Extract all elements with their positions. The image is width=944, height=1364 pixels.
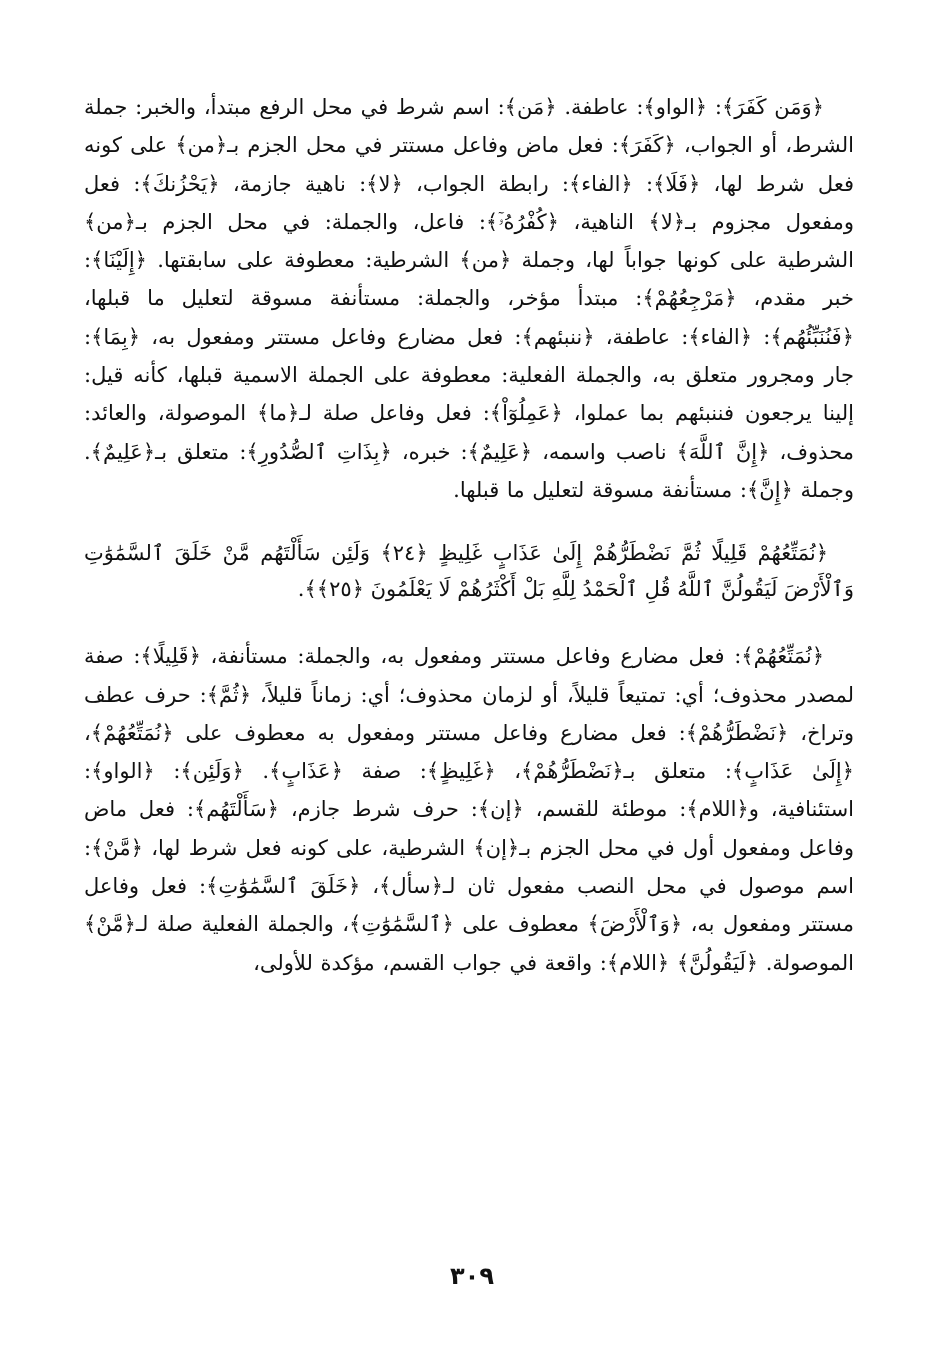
quran-verse: ﴿نُمَتِّعُهُمْ قَلِيلًا ثُمَّ نَضْطَرُّهُمْ إِلَىٰ عَذَابٍ غَلِيظٍ ﴿٢٤﴾ وَلَئِن سَأَلْتَهُم مَّنْ خَلَقَ ٱلسَّمَٰوَٰتِ وَٱلْأَرْضَ لَيَقُولُنَّ ٱللَّهُ قُلِ ٱلْحَمْدُ لِلَّهِ بَلْ أَكْثَرُهُمْ لَا يَعْلَمُونَ ﴿٢٥﴾﴾. [84,541,854,602]
paragraph-grammar-analysis-2: ﴿نُمَتِّعُهُمْ﴾: فعل مضارع وفاعل مستتر ومفعول به، والجملة: مستأنفة، ﴿قَلِيلًا﴾: صفة لمصدر محذوف؛ أي: تمتيعاً قليلاً، أو لزمان محذوف؛ أي: زماناً قليلاً، ﴿ثُمَّ﴾: حرف عطف وتراخ، ﴿نَضْطَرُّهُمْ﴾: فعل مضارع وفاعل مستتر ومفعول به معطوف على ﴿نُمَتِّعُهُمْ﴾، ﴿إِلَىٰ عَذَابٍ﴾: متعلق بـ﴿نَضْطَرُّهُمْ﴾، ﴿غَلِيظٍ﴾: صفة ﴿عَذَابٍ﴾. ﴿وَلَئِن﴾: ﴿الواو﴾: استئنافية، و﴿اللام﴾: موطئة للقسم، ﴿إن﴾: حرف شرط جازم، ﴿سَأَلْتَهُم﴾: فعل ماض وفاعل ومفعول أول في محل الجزم بـ﴿إن﴾ الشرطية، على كونه فعل شرط لها، ﴿مَّنْ﴾: اسم موصول في محل النصب مفعول ثان لـ﴿سأل﴾، ﴿خَلَقَ ٱلسَّمَٰوَٰتِ﴾: فعل وفاعل مستتر ومفعول به، ﴿وَٱلْأَرْضَ﴾ معطوف على ﴿ٱلسَّمَٰوَٰتِ﴾، والجملة الفعلية صلة لـ﴿مَّنْ﴾ الموصولة. ﴿لَيَقُولُنَّ﴾ ﴿اللام﴾: واقعة في جواب القسم، مؤكدة للأولى، [84,644,854,975]
document-page [84,88,854,1298]
paragraph-grammar-analysis-1: ﴿وَمَن كَفَرَ﴾: ﴿الواو﴾: عاطفة. ﴿مَن﴾: اسم شرط في محل الرفع مبتدأ، والخبر: جملة الشرط، أو الجواب، ﴿كَفَرَ﴾: فعل ماض وفاعل مستتر في محل الجزم بـ﴿من﴾ على كونه فعل شرط لها، ﴿فَلَا﴾: ﴿الفاء﴾: رابطة الجواب، ﴿لا﴾: ناهية جازمة، ﴿يَحْزُنكَ﴾: فعل ومفعول مجزوم بـ﴿لا﴾ الناهية، ﴿كُفْرُهُۥٓ﴾: فاعل، والجملة: في محل الجزم بـ﴿من﴾ الشرطية على كونها جواباً لها، وجملة ﴿من﴾ الشرطية: معطوفة على سابقتها. ﴿إِلَيْنَا﴾: خبر مقدم، ﴿مَرْجِعُهُمْ﴾: مبتدأ مؤخر، والجملة: مستأنفة مسوقة لتعليل ما قبلها، ﴿فَنُنَبِّئُهُم﴾: ﴿الفاء﴾: عاطفة، ﴿ننبئهم﴾: فعل مضارع وفاعل مستتر ومفعول به، ﴿بِمَا﴾: جار ومجرور متعلق به، والجملة الفعلية: معطوفة على الجملة الاسمية قبلها، كأنه قيل: إلينا يرجعون فننبئهم بما عملوا، ﴿عَمِلُوٓاْ﴾: فعل وفاعل صلة لـ﴿ما﴾ الموصولة، والعائد: محذوف، ﴿إِنَّ ٱللَّهَ﴾ ناصب واسمه، ﴿عَلِيمٌ﴾: خبره، ﴿بِذَاتِ ٱلصُّدُورِ﴾: متعلق بـ﴿عَلِيمٌ﴾. وجملة ﴿إِنَّ﴾: مستأنفة مسوقة لتعليل ما قبلها. [84,95,854,502]
page-number: ٣٠٩ [450,1262,494,1290]
